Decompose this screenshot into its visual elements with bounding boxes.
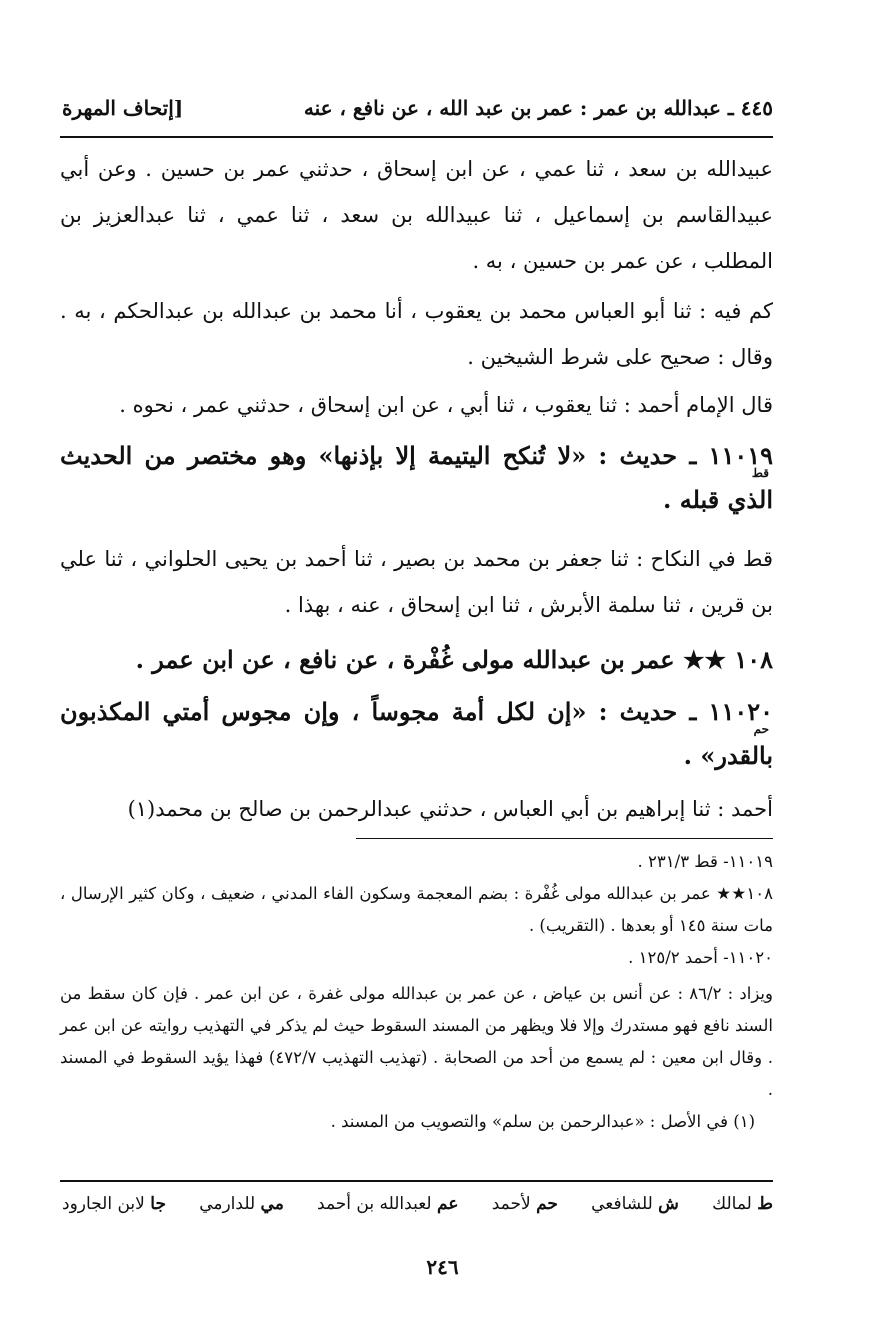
legend-rule (60, 1180, 773, 1182)
paragraph-ahmad-1: قال الإمام أحمد : ثنا يعقوب ، ثنا أبي ، عن ابن إسحاق ، حدثني عمر ، نحوه . (119, 393, 773, 417)
page-number: ٢٤٦ (426, 1255, 459, 1279)
paragraph-chain-1: عبيدالله بن سعد ، ثنا عمي ، عن ابن إسحاق ، حدثني عمر بن حسين . وعن أبي عبيدالقاسم بن إسماعيل ، ثنا عبيدالله بن سعد ، ثنا عمي ، ثنا عبدالعزيز بن المطلب ، عن عمر بن حسين ، به . (60, 157, 773, 273)
legend-item: مي للدارمي (199, 1194, 284, 1214)
footnote-11019: ١١٠١٩- قط ٢٣١/٣ . (637, 852, 773, 871)
legend-item: جا لابن الجارود (62, 1194, 166, 1214)
footnote-rule (356, 838, 773, 839)
paragraph-hakim: كم فيه : ثنا أبو العباس محمد بن يعقوب ، أنا محمد بن عبدالله بن عبدالحكم ، به . وقال : صحيح على شرط الشيخين . (60, 299, 773, 369)
legend-item: ش للشافعي (591, 1194, 679, 1214)
legend-item: ط لمالك (712, 1194, 773, 1214)
paragraph-daraqutni: قط في النكاح : ثنا جعفر بن محمد بن بصير ، ثنا أحمد بن يحيى الحلواني ، ثنا علي بن قرين ، ثنا سلمة الأبرش ، ثنا ابن إسحاق ، عنه ، بهذا . (60, 547, 773, 617)
legend-item: عم لعبدالله بن أحمد (317, 1194, 459, 1214)
book-title: [إتحاف المهرة (62, 96, 184, 120)
abbreviation-legend (62, 1194, 773, 1214)
source-tag-qt: قط (751, 466, 769, 480)
hadith-11019 (60, 434, 773, 522)
footnote-108: ١٠٨★★ عمر بن عبدالله مولى غُفْرة : بضم المعجمة وسكون الفاء المدني ، ضعيف ، وكان كثير الإرسال ، مات سنة ١٤٥ أو بعدها . (التقريب) . (60, 884, 773, 935)
footnotes (60, 846, 773, 1138)
chapter-heading: ٤٤٥ ـ عبدالله بن عمر : عمر بن عبد الله ، عن نافع ، عنه (303, 96, 773, 120)
running-header (62, 88, 773, 128)
source-tag-hm: حم (753, 722, 769, 736)
legend-item: حم لأحمد (491, 1194, 558, 1214)
hadith-11020-text: ١١٠٢٠ ـ حديث : «إن لكل أمة مجوساً ، وإن مجوس أمتي المكذبون بالقدر» . (60, 697, 773, 770)
footnote-11020: ١١٠٢٠- أحمد ١٢٥/٢ . (628, 948, 773, 967)
hadith-11020 (60, 690, 773, 778)
main-text (60, 146, 773, 832)
narrator-entry-108: ١٠٨ ★★ عمر بن عبدالله مولى غُفْرة ، عن نافع ، عن ابن عمر . (135, 645, 773, 674)
header-rule (60, 136, 773, 138)
footnote-1: (١) في الأصل : «عبدالرحمن بن سلم» والتصويب من المسند . (330, 1112, 755, 1131)
hadith-11019-text: ١١٠١٩ ـ حديث : «لا تُنكح اليتيمة إلا بإذنها» وهو مختصر من الحديث الذي قبله . (60, 441, 773, 514)
paragraph-ahmad-2: أحمد : ثنا إبراهيم بن أبي العباس ، حدثني عبدالرحمن بن صالح بن محمد(١) (127, 797, 773, 821)
footnote-addition: ويزاد : ٨٦/٢ : عن أنس بن عياض ، عن عمر بن عبدالله مولى غفرة ، عن ابن عمر . فإن كان سقط من السند نافع فهو مستدرك وإلا فلا ويظهر من المسند السقوط حيث لم يذكر في التهذيب روايته عن ابن عمر . وقال ابن معين : لم يسمع من أحد من الصحابة . (تهذيب التهذيب ٤٧٢/٧) فهذا يؤيد السقوط في المسند . (60, 984, 773, 1099)
